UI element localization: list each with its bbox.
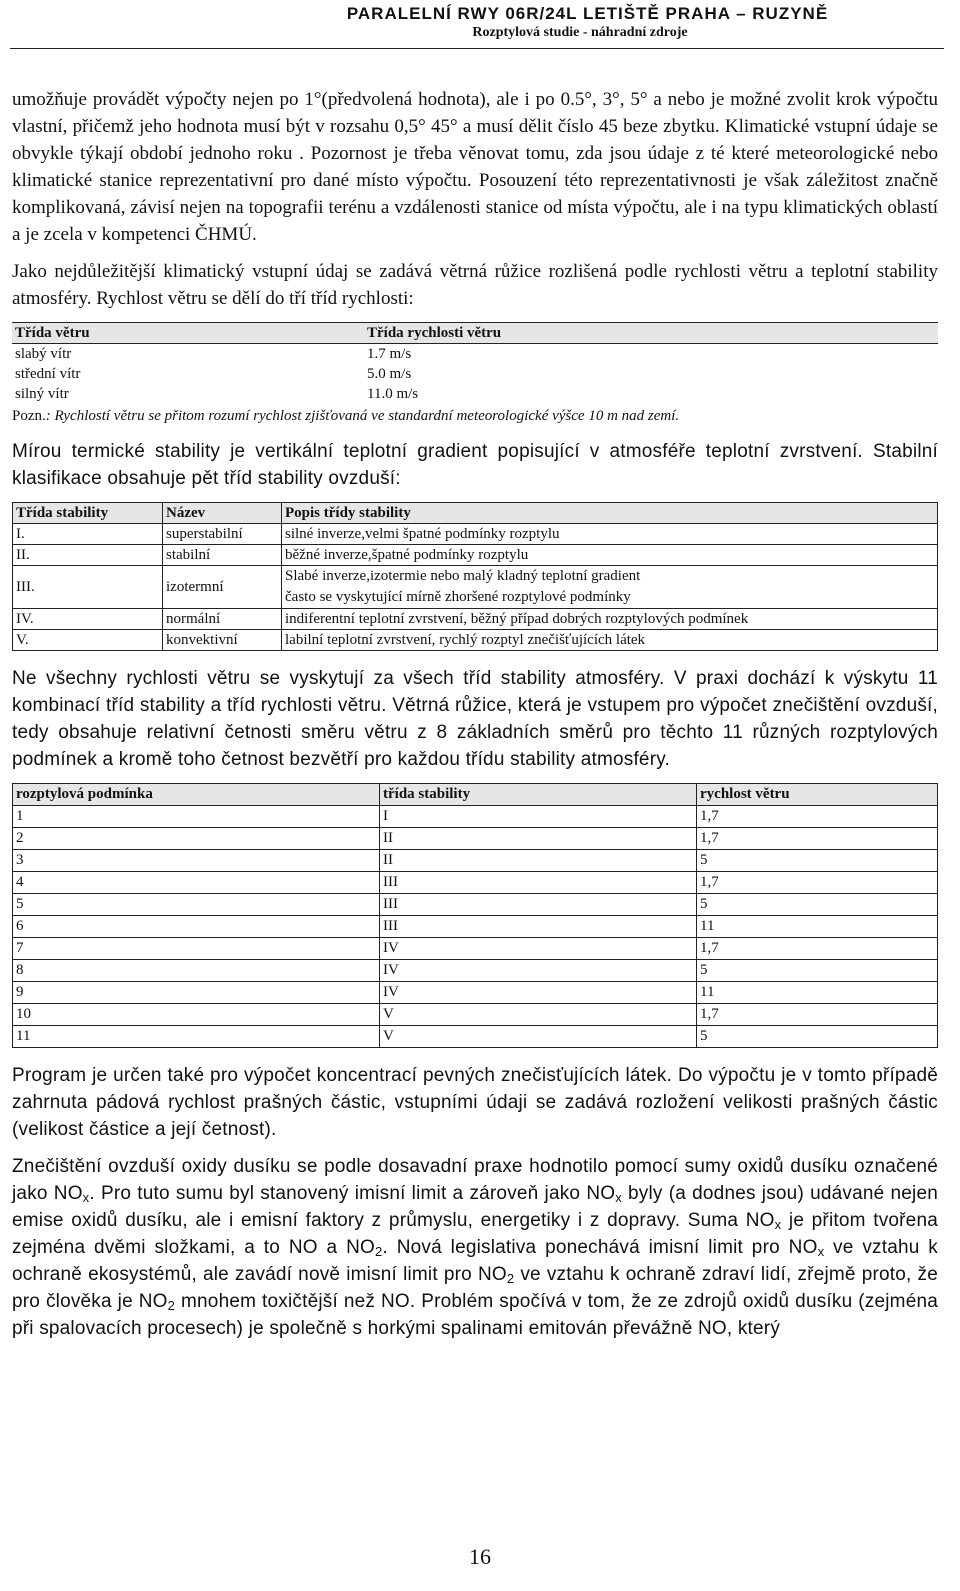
- table-header-row: [12, 323, 938, 344]
- text-run: . Nová legislativa ponechává imisní limit pro NO: [382, 1237, 818, 1258]
- table-cell: 1,7: [697, 872, 938, 894]
- table-cell: 11: [697, 916, 938, 938]
- paragraph-2: Jako nejdůležitější klimatický vstupní údaj se zadává větrná růžice rozlišená podle rychlosti větru a teplotní stability atmosféry. Rychlost větru se dělí do tří tříd rychlosti:: [12, 261, 938, 309]
- subscript: x: [615, 1190, 622, 1205]
- table-cell: 1: [13, 806, 380, 828]
- table-cell: 1,7: [697, 828, 938, 850]
- table-cell: 5: [697, 850, 938, 872]
- table-header-row: [13, 784, 938, 806]
- table-cell: slabý vítr: [15, 345, 72, 362]
- table-row: [13, 982, 938, 1004]
- table-cell: I.: [13, 524, 163, 545]
- text-run: mnohem toxičtější než NO. Problém spočívá v tom, že ze zdrojů oxidů dusíku (zejména při spalovacích procesech) je společně s horkými spalinami emitován převážně NO, který: [12, 1291, 938, 1339]
- header-rule: [10, 48, 944, 49]
- table-cell: 11.0 m/s: [367, 385, 419, 402]
- table-cell: 7: [13, 938, 380, 960]
- table-cell: III.: [13, 566, 163, 609]
- table-row: [13, 545, 938, 566]
- table-row: [13, 566, 938, 609]
- table-cell: II: [380, 828, 697, 850]
- subscript: x: [817, 1244, 825, 1259]
- table-cell: III: [380, 872, 697, 894]
- table-header-cell: rychlost větru: [697, 784, 938, 806]
- table-cell: V: [380, 1004, 697, 1026]
- text-run: je přitom tvořena zejména dvěmi složkami, a to NO a NO: [12, 1210, 938, 1258]
- table-cell: stabilní: [163, 545, 282, 566]
- table-row: [13, 630, 938, 651]
- paragraph-3: Mírou termické stability je vertikální teplotní gradient popisující v atmosféře teplotní zvrstvení. Stabilní klasifikace obsahuje pět tříd stability ovzduší:: [12, 441, 938, 489]
- table-cell: IV: [380, 960, 697, 982]
- note-text: : Rychlostí větru se přitom rozumí rychlost zjišťovaná ve standardní meteorologické výšce 10 m nad zemí.: [45, 408, 680, 424]
- table-cell: 5: [697, 960, 938, 982]
- table-cell: konvektivní: [163, 630, 282, 651]
- table-header-row: [13, 503, 938, 524]
- table-cell: I: [380, 806, 697, 828]
- table-header-cell: Popis třídy stability: [282, 503, 938, 524]
- table-header-cell: Třída stability: [13, 503, 163, 524]
- table-cell: 11: [13, 1026, 380, 1048]
- dispersion-conditions-table: [12, 783, 938, 1048]
- subscript: x: [82, 1190, 90, 1205]
- table-cell: silný vítr: [15, 385, 69, 402]
- table-header-cell: Název: [163, 503, 282, 524]
- subscript: 2: [506, 1271, 515, 1286]
- table-cell: střední vítr: [15, 365, 81, 382]
- text-run: ve vztahu k ochraně ekosystémů, ale zavádí nově imisní limit pro NO: [12, 1237, 938, 1285]
- table-row: [13, 524, 938, 545]
- text-run: ve vztahu k ochraně zdraví lidí, zřejmě proto, že pro člověka je NO: [12, 1264, 938, 1312]
- subscript: 2: [167, 1298, 176, 1313]
- table-cell: III: [380, 894, 697, 916]
- table-cell: IV: [380, 982, 697, 1004]
- table-row: [12, 344, 938, 365]
- table-row: [13, 806, 938, 828]
- page-content: [12, 86, 938, 1352]
- table-cell: 8: [13, 960, 380, 982]
- table-cell: superstabilní: [163, 524, 282, 545]
- table-row: [13, 960, 938, 982]
- table-row: [13, 1026, 938, 1048]
- table-cell: III: [380, 916, 697, 938]
- table-header-cell: Třída větru: [12, 323, 364, 344]
- stability-class-table: [12, 502, 938, 651]
- paragraph-6: [12, 1153, 938, 1342]
- cell-line: Slabé inverze,izotermie nebo malý kladný teplotní gradient: [285, 568, 641, 584]
- table-cell: 1,7: [697, 938, 938, 960]
- table-cell: běžné inverze,špatné podmínky rozptylu: [282, 545, 938, 566]
- paragraph-5: Program je určen také pro výpočet koncentrací pevných znečisťujících látek. Do výpočtu je v tomto případě zahrnuta pádová rychlost prašných částic, vstupními údaji se zadává rozložení velikosti prašných částic (velikost částice a její četnost).: [12, 1065, 938, 1140]
- table-cell: V: [380, 1026, 697, 1048]
- subscript: 2: [375, 1244, 383, 1259]
- table-row: [12, 364, 938, 384]
- table-cell: izotermní: [163, 566, 282, 609]
- table-row: [13, 609, 938, 630]
- table-header-cell: Třída rychlosti větru: [364, 323, 938, 344]
- table-cell: 1.7 m/s: [367, 345, 412, 362]
- conditions-table-body: [13, 806, 938, 1048]
- header-subtitle: Rozptylová studie - náhradní zdroje: [472, 25, 688, 40]
- table-cell: 6: [13, 916, 380, 938]
- table-row: [13, 916, 938, 938]
- table-cell: V.: [13, 630, 163, 651]
- table-cell: II: [380, 850, 697, 872]
- table-cell: [282, 566, 938, 609]
- table-cell: 5: [13, 894, 380, 916]
- wind-table-note: [12, 406, 938, 426]
- table-row: [13, 894, 938, 916]
- table-cell: labilní teplotní zvrstvení, rychlý rozptyl znečišťujících látek: [282, 630, 938, 651]
- page-header: [0, 4, 960, 42]
- table-cell: indiferentní teplotní zvrstvení, běžný případ dobrých rozptylových podmínek: [282, 609, 938, 630]
- table-cell: silné inverze,velmi špatné podmínky rozptylu: [282, 524, 938, 545]
- table-row: [12, 384, 938, 404]
- table-cell: 1,7: [697, 1004, 938, 1026]
- table-header-cell: rozptylová podmínka: [13, 784, 380, 806]
- table-cell: IV.: [13, 609, 163, 630]
- paragraph-1: umožňuje provádět výpočty nejen po 1°(předvolená hodnota), ale i po 0.5°, 3°, 5° a nebo je možné zvolit krok výpočtu vlastní, přičemž jeho hodnota musí být v rozsahu 0,5° 45° a musí dělit číslo 45 beze zbytku. Klimatické vstupní údaje se obvykle týkají období jednoho roku . Pozornost je třeba věnovat tomu, zda jsou údaje z té které meteorologické nebo klimatické stanice reprezentativní pro dané místo výpočtu. Posouzení této reprezentativnosti je však záležitost značně komplikovaná, závisí nejen na topografii terénu a vzdálenosti stanice od místa výpočtu, ale i na typu klimatických oblastí a je zcela v kompetenci ČHMÚ.: [12, 89, 938, 245]
- table-cell: 5: [697, 894, 938, 916]
- table-row: [13, 850, 938, 872]
- table-cell: 9: [13, 982, 380, 1004]
- subscript: x: [774, 1217, 782, 1232]
- table-row: [13, 872, 938, 894]
- text-run: byly (a dodnes jsou) udávané nejen emise oxidů dusíku, ale i emisní faktory z průmyslu, energetiky i z dopravy. Suma NO: [12, 1183, 938, 1231]
- table-cell: 5: [697, 1026, 938, 1048]
- table-header-cell: třída stability: [380, 784, 697, 806]
- table-cell: 2: [13, 828, 380, 850]
- wind-class-table: [12, 322, 938, 404]
- table-cell: normální: [163, 609, 282, 630]
- table-cell: 11: [697, 982, 938, 1004]
- header-title: PARALELNÍ RWY 06R/24L LETIŠTĚ PRAHA – RUZYNĚ: [346, 4, 829, 23]
- table-cell: 1,7: [697, 806, 938, 828]
- text-run: . Pro tuto sumu byl stanovený imisní limit a zároveň jako NO: [89, 1183, 616, 1204]
- cell-line: často se vyskytující mírně zhoršené rozptylové podmínky: [285, 589, 631, 605]
- table-cell: 4: [13, 872, 380, 894]
- page-number: 16: [469, 1544, 491, 1569]
- table-row: [13, 1004, 938, 1026]
- table-row: [13, 938, 938, 960]
- table-cell: 10: [13, 1004, 380, 1026]
- table-cell: 5.0 m/s: [367, 365, 412, 382]
- table-cell: 3: [13, 850, 380, 872]
- table-row: [13, 828, 938, 850]
- note-label: Pozn.: [12, 408, 46, 424]
- paragraph-4: Ne všechny rychlosti větru se vyskytují za všech tříd stability atmosféry. V praxi dochází k výskytu 11 kombinací tříd stability a tříd rychlosti větru. Větrná růžice, která je vstupem pro výpočet znečištění ovzduší, tedy obsahuje relativní četnosti směru větru z 8 základních směrů pro těchto 11 různých rozptylových podmínek a kromě toho četnost bezvětří pro každou třídu stability atmosféry.: [12, 668, 938, 770]
- text-run: Znečištění ovzduší oxidy dusíku se podle dosavadní praxe hodnotilo pomocí sumy oxidů dusíku označené jako NO: [12, 1156, 938, 1204]
- table-cell: IV: [380, 938, 697, 960]
- table-cell: II.: [13, 545, 163, 566]
